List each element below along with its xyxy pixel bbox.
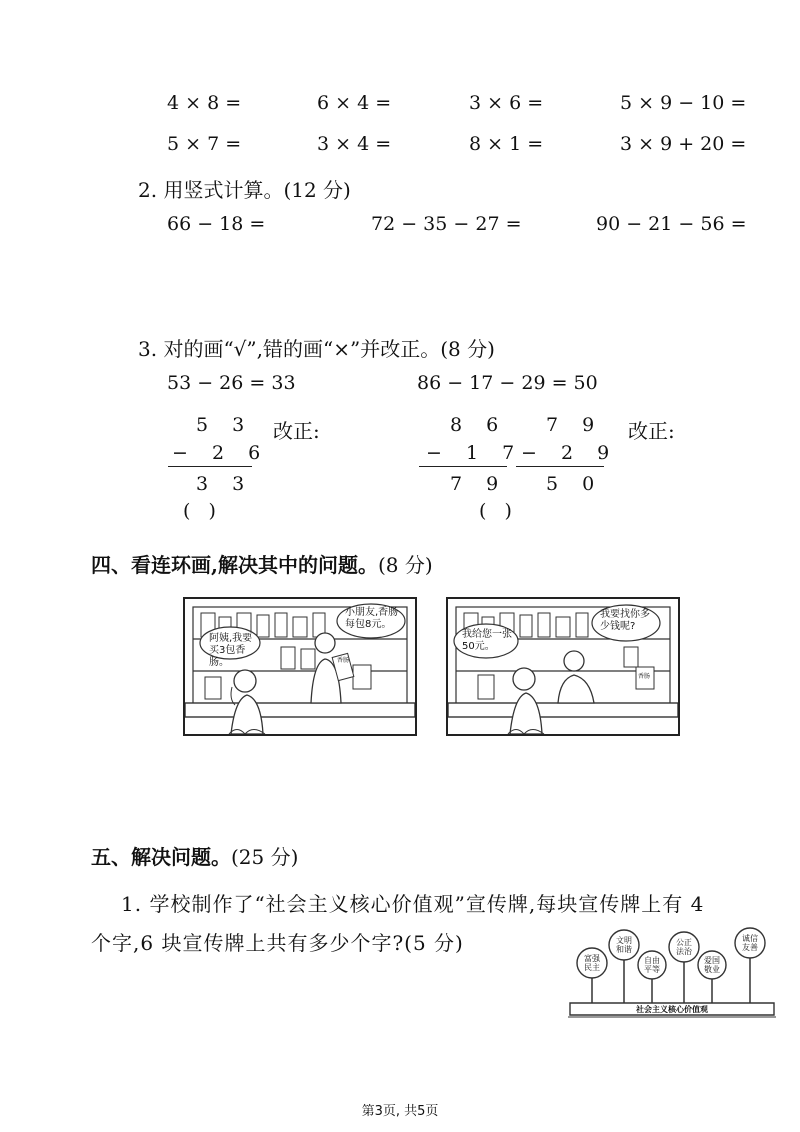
girl-speech-2: 我给您一张50元。 [462,629,512,652]
sausage-sign-1: 香肠 [337,657,350,664]
q2-item-3: 90 − 21 − 56 = [596,213,747,235]
girl-speech-1: 阿姨,我要买3包香肠。 [209,633,253,668]
core-values-board [568,925,776,1020]
section-4-title [91,549,433,578]
calc3-rule [516,466,604,467]
section-5-title [91,841,298,870]
q1-item-6: 3 × 4 = [317,133,392,155]
correction-label-2: 改正: [628,419,675,443]
value-sign-3: 自由平等 [644,956,660,974]
correction-label-1: 改正: [273,419,320,443]
value-sign-5: 爱国敬业 [704,956,720,974]
q2-item-2: 72 − 35 − 27 = [371,213,522,235]
q1-item-4: 5 × 9 − 10 = [620,92,747,114]
section-4-title-text: 四、看连环画,解决其中的问题。 [91,553,378,577]
problem-1-line-2: 个字,6 块宣传牌上共有多少个字?(5 分) [91,931,464,955]
problem-1-line-1: 1. 学校制作了“社会主义核心价值观”宣传牌,每块宣传牌上有 4 [121,892,705,916]
q2-item-1: 66 − 18 = [167,213,266,235]
calc2-top: 8 6 [450,414,508,436]
answer-blank-1: ( ) [183,500,222,522]
q2-heading: 2. 用竖式计算。(12 分) [138,178,351,202]
q1-item-2: 6 × 4 = [317,92,392,114]
section-4-score: (8 分) [377,553,433,577]
calc3-top: 7 9 [546,414,604,436]
calc1-result: 3 3 [196,473,254,495]
q1-item-3: 3 × 6 = [469,92,544,114]
calc2-sub: − 1 7 [426,442,524,464]
calc3-sub: − 2 9 [521,442,619,464]
q1-item-1: 4 × 8 = [167,92,242,114]
comic-panel-2 [446,597,680,736]
calc2-result: 7 9 [450,473,508,495]
q3-equation-2: 86 − 17 − 29 = 50 [417,372,598,394]
value-sign-6: 诚信友善 [742,934,758,952]
clerk-speech-2: 我要找你多少钱呢? [600,609,650,632]
q1-item-8: 3 × 9 + 20 = [620,133,747,155]
q3-heading: 3. 对的画“√”,错的画“×”并改正。(8 分) [138,337,495,361]
value-sign-1: 富强民主 [584,954,600,972]
value-sign-4: 公正法治 [676,938,692,956]
q3-equation-1: 53 − 26 = 33 [167,372,296,394]
calc1-top: 5 3 [196,414,254,436]
clerk-speech-1: 小朋友,香肠每包8元。 [345,607,399,630]
calc2-rule [419,466,507,467]
section-5-title-text: 五、解决问题。 [91,845,231,869]
comic-panel-1 [183,597,417,736]
calc1-rule [168,466,252,467]
sausage-sign-2: 香肠 [638,673,651,680]
calc3-result: 5 0 [546,473,604,495]
q1-item-7: 8 × 1 = [469,133,544,155]
q1-item-5: 5 × 7 = [167,133,242,155]
core-values-base-label: 社会主义核心价值观 [636,1004,708,1014]
calc1-sub: − 2 6 [172,442,270,464]
page-footer: 第3页, 共5页 [361,1104,439,1119]
value-sign-2: 文明和谐 [616,936,632,954]
section-5-score: (25 分) [231,845,299,869]
answer-blank-2: ( ) [479,500,518,522]
